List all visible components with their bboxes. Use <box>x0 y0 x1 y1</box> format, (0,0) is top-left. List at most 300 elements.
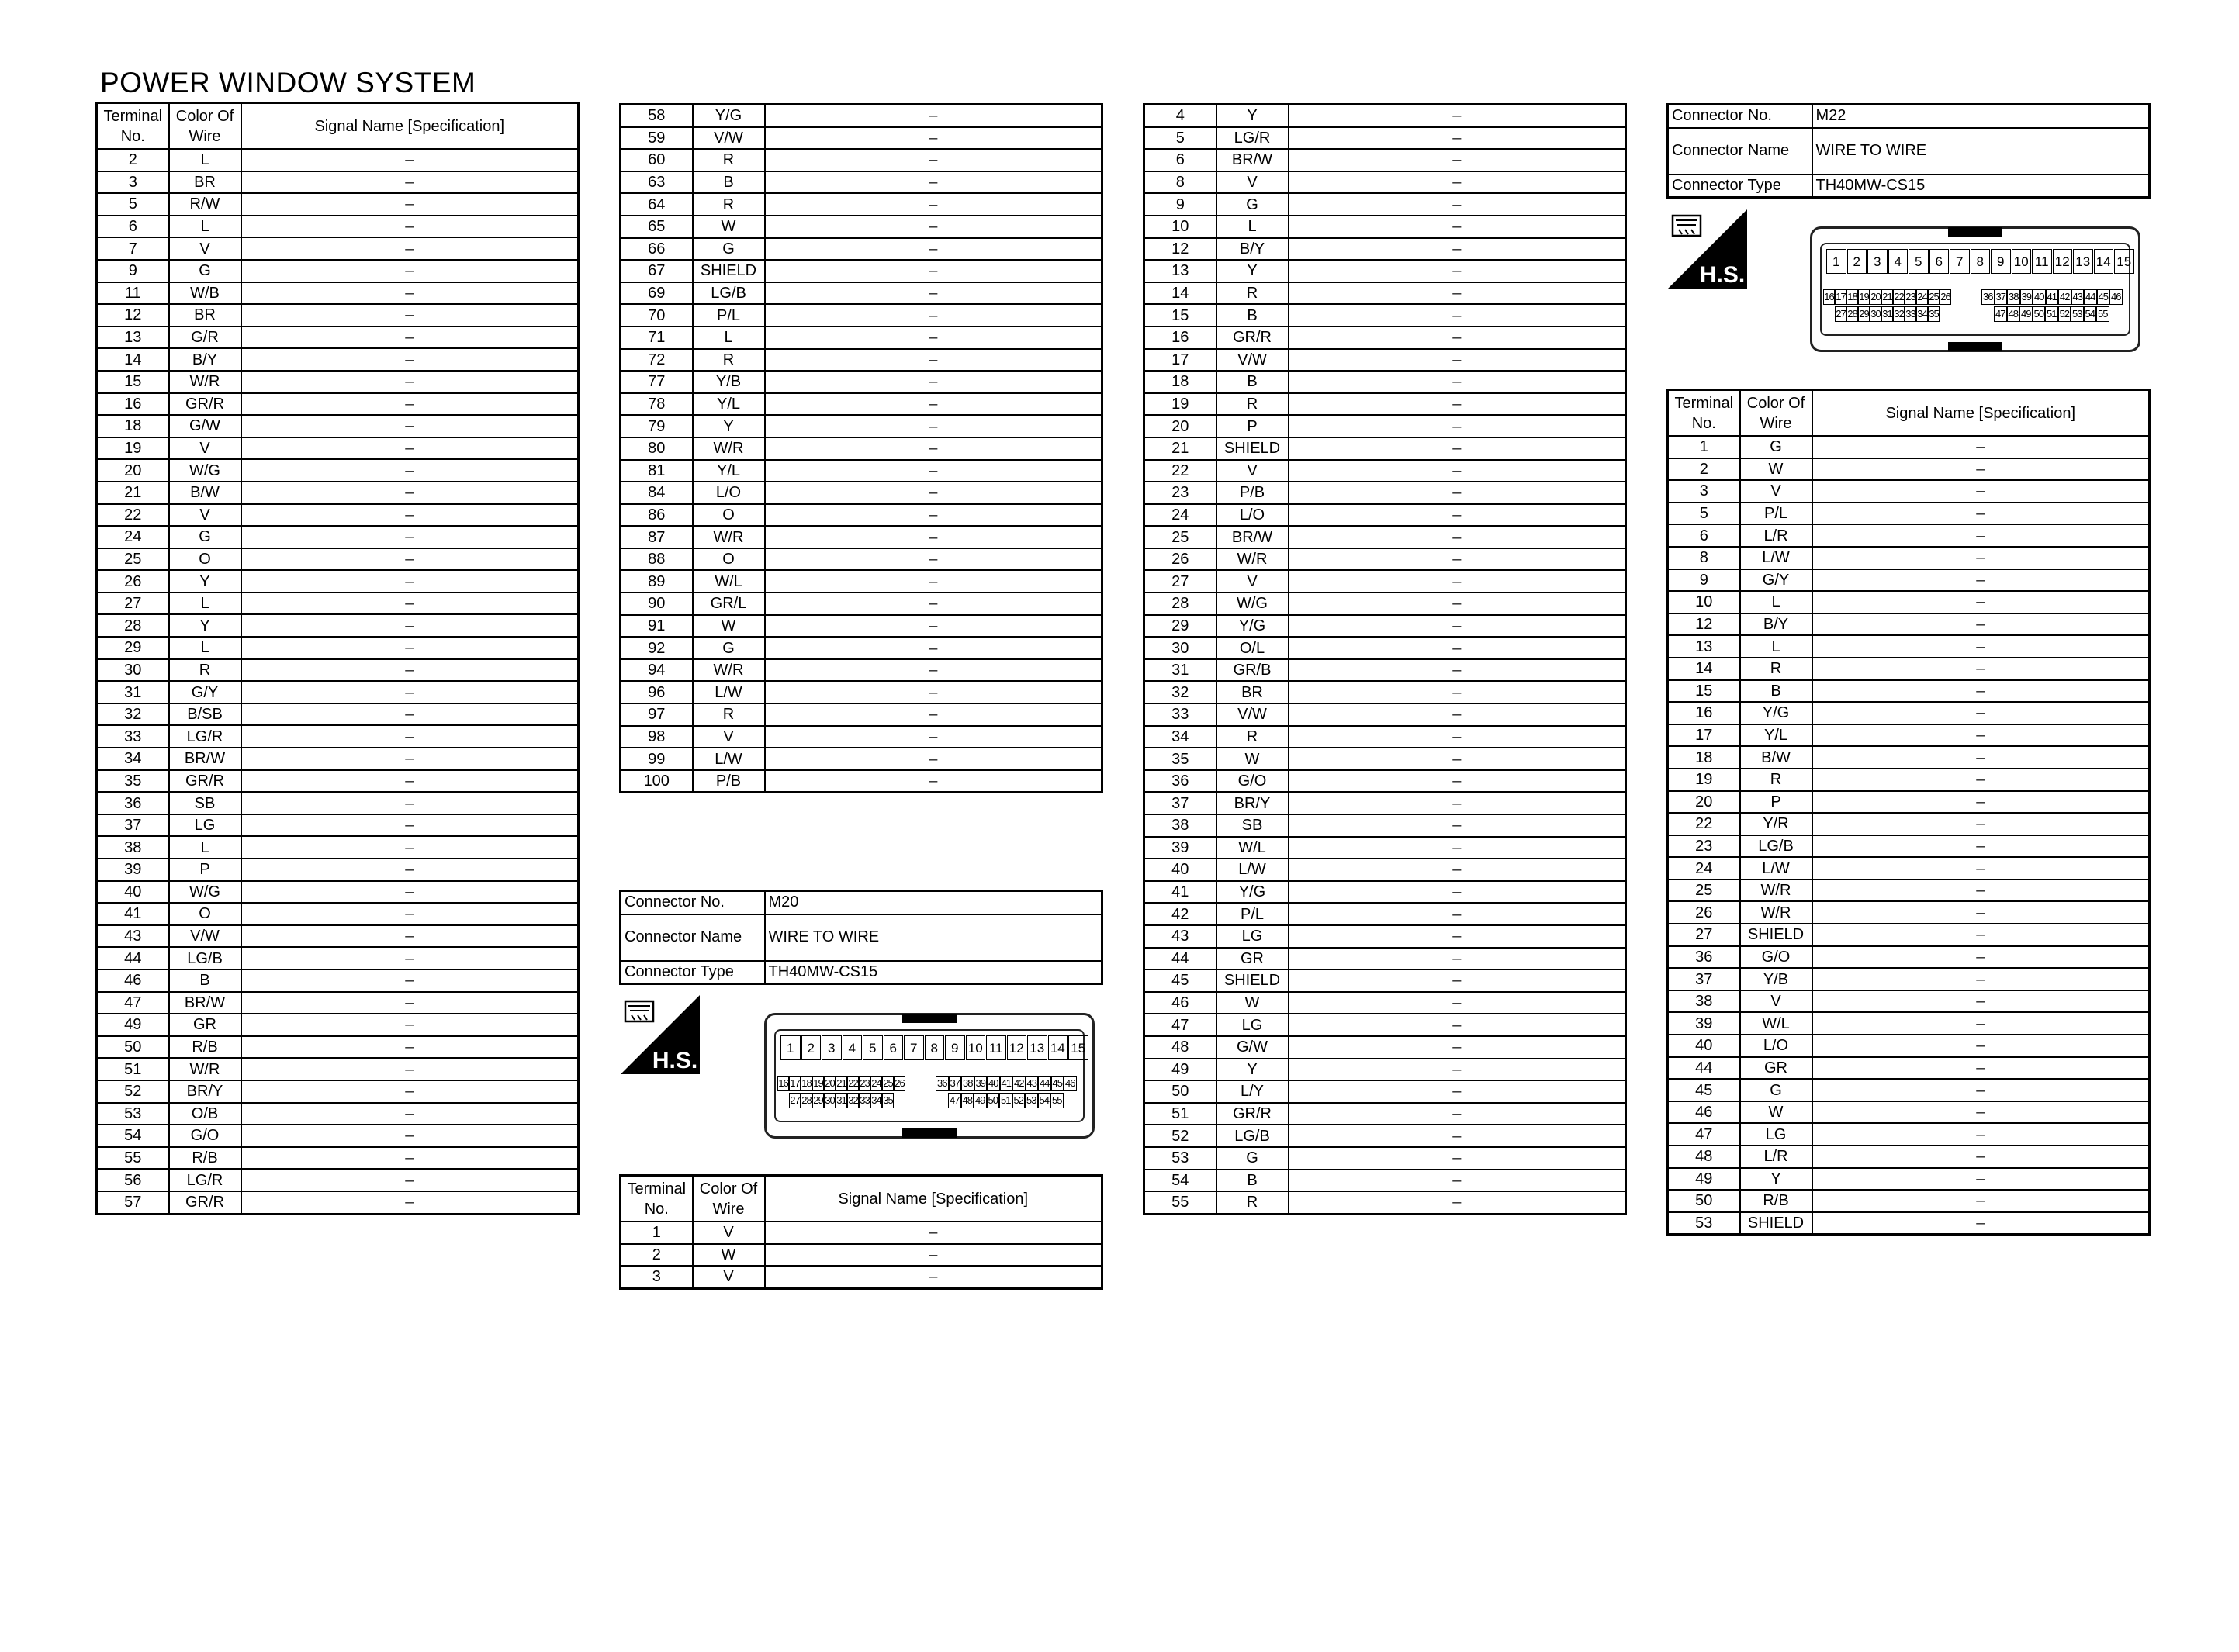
wire-color-cell: V <box>169 237 241 260</box>
table-row <box>621 703 1102 726</box>
terminal-no-cell: 50 <box>1668 1190 1740 1212</box>
connector-pin: 2 <box>801 1035 822 1060</box>
signal-name-cell: – <box>765 171 1102 194</box>
terminal-no-cell: 37 <box>1144 792 1216 814</box>
terminal-no-cell: 23 <box>1668 835 1740 858</box>
wire-color-cell: Y/G <box>693 105 765 127</box>
signal-name-cell: – <box>241 814 579 837</box>
terminal-no-cell: 16 <box>97 393 169 416</box>
signal-name-cell: – <box>765 482 1102 504</box>
connector-pin: 23 <box>859 1076 870 1091</box>
connector-pin: 31 <box>836 1093 847 1108</box>
table-row <box>1144 304 1626 327</box>
wire-color-cell: GR/R <box>1216 327 1289 349</box>
wire-color-cell: G/O <box>169 1125 241 1147</box>
connector-pin: 52 <box>1012 1093 1026 1108</box>
signal-name-cell: – <box>765 127 1102 150</box>
wire-color-cell: G <box>169 526 241 548</box>
connector-pin: 50 <box>2033 306 2046 322</box>
terminal-no-cell: 59 <box>621 127 693 150</box>
table-row <box>621 482 1102 504</box>
connector-pin: 42 <box>2058 289 2071 305</box>
signal-name-cell: – <box>1812 924 2150 946</box>
signal-name-cell: – <box>765 526 1102 548</box>
wire-color-cell: GR/L <box>693 593 765 615</box>
signal-name-cell: – <box>765 703 1102 726</box>
terminal-no-cell: 29 <box>1144 615 1216 638</box>
wire-color-cell: O <box>693 548 765 571</box>
terminal-no-cell: 5 <box>1144 127 1216 150</box>
table-row <box>1668 769 2150 791</box>
table-row <box>97 925 579 948</box>
wire-color-cell: LG <box>169 814 241 837</box>
wire-color-cell: Y <box>1216 105 1289 127</box>
wire-color-cell: L/O <box>1216 504 1289 527</box>
wire-color-cell: B/W <box>1740 746 1812 769</box>
terminal-no-cell: 25 <box>1668 880 1740 902</box>
table-row <box>97 992 579 1014</box>
connector-pin: 22 <box>847 1076 859 1091</box>
wire-color-cell: B/Y <box>1740 613 1812 636</box>
connector-pin: 13 <box>1027 1035 1047 1060</box>
wire-color-cell: B/SB <box>169 703 241 726</box>
hs-connector-icon <box>621 995 700 1074</box>
table-row <box>97 348 579 371</box>
signal-name-cell: – <box>1812 1212 2150 1235</box>
terminal-no-cell: 60 <box>621 149 693 171</box>
table-row <box>1144 1059 1626 1081</box>
connector-info-m20 <box>619 890 1103 985</box>
table-row <box>1144 1080 1626 1103</box>
table-row <box>1668 1101 2150 1124</box>
terminal-no-cell: 2 <box>1668 458 1740 481</box>
wire-color-cell: V <box>1216 570 1289 593</box>
connector-pin: 35 <box>882 1093 894 1108</box>
terminal-no-cell: 89 <box>621 570 693 593</box>
terminal-no-cell: 16 <box>1668 702 1740 724</box>
terminal-no-cell: 8 <box>1668 547 1740 569</box>
wire-color-cell: BR <box>169 304 241 327</box>
signal-name-cell: – <box>1289 437 1626 460</box>
terminal-no-cell: 52 <box>1144 1125 1216 1147</box>
connector-pin: 13 <box>2073 249 2093 274</box>
wire-color-cell: L/W <box>693 748 765 770</box>
signal-name-cell: – <box>765 548 1102 571</box>
signal-name-cell: – <box>1289 726 1626 748</box>
signal-name-cell: – <box>241 947 579 969</box>
table-row <box>97 1147 579 1170</box>
wire-color-cell: V/W <box>1216 349 1289 372</box>
signal-name-cell: – <box>765 238 1102 261</box>
terminal-no-cell: 31 <box>97 681 169 703</box>
connector-pin: 3 <box>822 1035 842 1060</box>
signal-name-cell: – <box>241 1125 579 1147</box>
wire-color-cell: V <box>693 726 765 748</box>
table-row <box>97 1036 579 1059</box>
connector-pin: 49 <box>2019 306 2033 322</box>
signal-name-cell: – <box>1289 238 1626 261</box>
table-row <box>97 859 579 881</box>
table-row <box>1144 149 1626 171</box>
wire-color-cell: R <box>1216 393 1289 416</box>
wire-color-cell: G/W <box>169 415 241 437</box>
table-row <box>1668 813 2150 835</box>
table-row <box>621 260 1102 282</box>
signal-name-cell: – <box>1289 969 1626 992</box>
terminal-no-cell: 77 <box>621 371 693 393</box>
table-row <box>1144 703 1626 726</box>
signal-name-cell: – <box>1289 1014 1626 1036</box>
terminal-no-cell: 98 <box>621 726 693 748</box>
connector-pin: 40 <box>2033 289 2046 305</box>
terminal-no-cell: 81 <box>621 460 693 482</box>
connector-pin: 55 <box>1050 1093 1064 1108</box>
connector-pin: 12 <box>1007 1035 1027 1060</box>
terminal-no-cell: 19 <box>1668 769 1740 791</box>
table-row <box>97 1080 579 1103</box>
table-row <box>1144 859 1626 881</box>
terminal-no-cell: 38 <box>1144 814 1216 837</box>
signal-name-cell: – <box>241 260 579 282</box>
wire-color-cell: O/L <box>1216 637 1289 659</box>
table-row <box>1144 992 1626 1014</box>
table-row <box>1144 105 1626 127</box>
terminal-no-cell: 34 <box>1144 726 1216 748</box>
terminal-no-cell: 3 <box>1668 480 1740 503</box>
connector-pin: 40 <box>987 1076 1000 1091</box>
table-row <box>621 1244 1102 1267</box>
table-row <box>1144 1036 1626 1059</box>
hs-label: H.S. <box>652 1048 698 1073</box>
signal-name-cell: – <box>1289 859 1626 881</box>
table-row <box>97 282 579 305</box>
table-row <box>1144 1103 1626 1125</box>
connector-pin: 28 <box>801 1093 812 1108</box>
wire-color-cell: Y/L <box>693 460 765 482</box>
wire-color-cell: W/R <box>169 371 241 393</box>
terminal-no-cell: 40 <box>1668 1035 1740 1057</box>
connector-pin: 30 <box>824 1093 836 1108</box>
table-row <box>621 770 1102 793</box>
connector-pin: 29 <box>1858 306 1870 322</box>
signal-name-cell: – <box>241 237 579 260</box>
connector-pin: 9 <box>1991 249 2011 274</box>
signal-name-cell: – <box>241 415 579 437</box>
wire-color-cell: W <box>693 216 765 238</box>
table-row <box>1668 1190 2150 1212</box>
wire-color-cell: L/W <box>1740 857 1812 880</box>
table-row <box>97 947 579 969</box>
wire-color-cell: B/Y <box>1216 238 1289 261</box>
terminal-table-col3 <box>1143 103 1627 1215</box>
signal-name-cell: – <box>1289 593 1626 615</box>
signal-name-cell: – <box>241 881 579 904</box>
signal-name-cell: – <box>765 615 1102 638</box>
wire-color-cell: L/R <box>1740 1146 1812 1168</box>
connector-pin: 51 <box>2045 306 2058 322</box>
wire-color-cell: GR/R <box>169 393 241 416</box>
connector-pin: 18 <box>801 1076 812 1091</box>
table-row <box>1668 1146 2150 1168</box>
terminal-no-cell: 12 <box>1668 613 1740 636</box>
signal-name-cell: – <box>241 171 579 194</box>
wire-color-cell: GR/B <box>1216 659 1289 682</box>
wire-color-cell: W/R <box>1216 548 1289 571</box>
table-row <box>1144 437 1626 460</box>
table-row <box>1144 1014 1626 1036</box>
terminal-no-cell: 45 <box>1668 1079 1740 1101</box>
connector-pin: 5 <box>1909 249 1929 274</box>
table-row <box>1668 1079 2150 1101</box>
wire-color-cell: V/W <box>169 925 241 948</box>
connector-pin: 46 <box>2109 289 2123 305</box>
signal-name-cell: – <box>241 1103 579 1125</box>
table-row <box>1668 480 2150 503</box>
table-row <box>97 237 579 260</box>
connector-pin: 41 <box>1000 1076 1013 1091</box>
signal-name-cell: – <box>765 415 1102 437</box>
signal-name-cell: – <box>1812 1079 2150 1101</box>
table-row <box>1668 436 2150 458</box>
table-row <box>1668 1057 2150 1080</box>
table-row <box>1144 260 1626 282</box>
wire-color-cell: B <box>1740 680 1812 703</box>
terminal-no-cell: 39 <box>97 859 169 881</box>
connector-pin: 55 <box>2096 306 2109 322</box>
header-signal: Signal Name [Specification] <box>765 1176 1102 1222</box>
table-row <box>1144 837 1626 859</box>
signal-name-cell: – <box>1289 1191 1626 1214</box>
signal-name-cell: – <box>1289 193 1626 216</box>
wire-color-cell: V <box>1216 171 1289 194</box>
table-row <box>97 393 579 416</box>
signal-name-cell: – <box>1289 925 1626 948</box>
terminal-no-cell: 14 <box>97 348 169 371</box>
header-color: Color Of Wire <box>693 1176 765 1222</box>
table-row <box>621 393 1102 416</box>
table-row <box>1668 1168 2150 1191</box>
wire-color-cell: W <box>1216 748 1289 770</box>
signal-name-cell: – <box>1812 1168 2150 1191</box>
terminal-no-cell: 49 <box>1668 1168 1740 1191</box>
terminal-no-cell: 35 <box>97 770 169 793</box>
terminal-no-cell: 45 <box>1144 969 1216 992</box>
connector-pin: 36 <box>936 1076 949 1091</box>
terminal-no-cell: 27 <box>1668 924 1740 946</box>
connector-pin: 34 <box>1916 306 1928 322</box>
table-row <box>97 969 579 992</box>
terminal-no-cell: 18 <box>97 415 169 437</box>
terminal-table-col1 <box>95 102 580 1215</box>
table-row <box>621 127 1102 150</box>
connector-pin: 50 <box>987 1093 1000 1108</box>
terminal-no-cell: 14 <box>1668 658 1740 680</box>
signal-name-cell: – <box>765 260 1102 282</box>
connector-pin: 33 <box>1905 306 1916 322</box>
signal-name-cell: – <box>241 770 579 793</box>
connector-pin: 30 <box>1870 306 1881 322</box>
table-row <box>97 770 579 793</box>
signal-name-cell: – <box>765 282 1102 305</box>
wire-color-cell: L/O <box>693 482 765 504</box>
terminal-no-cell: 26 <box>1144 548 1216 571</box>
connector-pin: 26 <box>1940 289 1951 305</box>
signal-name-cell: – <box>241 859 579 881</box>
signal-name-cell: – <box>1289 881 1626 904</box>
wire-color-cell: R/W <box>169 193 241 216</box>
table-row <box>97 1103 579 1125</box>
terminal-no-cell: 1 <box>621 1222 693 1244</box>
wire-color-cell: R <box>1740 769 1812 791</box>
table-row <box>1668 791 2150 814</box>
connector-pin: 32 <box>1893 306 1905 322</box>
table-row <box>621 415 1102 437</box>
terminal-no-cell: 25 <box>1144 526 1216 548</box>
terminal-no-cell: 53 <box>1668 1212 1740 1235</box>
terminal-no-cell: 47 <box>1144 1014 1216 1036</box>
terminal-no-cell: 36 <box>1668 946 1740 969</box>
terminal-no-cell: 2 <box>621 1244 693 1267</box>
table-row <box>97 371 579 393</box>
connector-pin: 3 <box>1867 249 1888 274</box>
connector-name-label: Connector Name <box>621 914 765 961</box>
connector-pin: 39 <box>2020 289 2033 305</box>
connector-pin: 12 <box>2053 249 2073 274</box>
signal-name-cell: – <box>241 1169 579 1191</box>
connector-pin: 7 <box>1950 249 1970 274</box>
signal-name-cell: – <box>765 748 1102 770</box>
terminal-no-cell: 32 <box>97 703 169 726</box>
signal-name-cell: – <box>1812 503 2150 525</box>
wire-color-cell: Y <box>1216 1059 1289 1081</box>
wire-color-cell: SHIELD <box>1740 1212 1812 1235</box>
wire-color-cell: O/B <box>169 1103 241 1125</box>
terminal-no-cell: 30 <box>97 659 169 682</box>
table-row <box>621 437 1102 460</box>
table-row <box>1668 680 2150 703</box>
table-row <box>1668 524 2150 547</box>
table-row <box>1144 415 1626 437</box>
wire-color-cell: O <box>169 903 241 925</box>
wire-color-cell: W/L <box>1740 1012 1812 1035</box>
signal-name-cell: – <box>1812 746 2150 769</box>
signal-name-cell: – <box>765 770 1102 793</box>
header-terminal: Terminal No. <box>621 1176 693 1222</box>
wire-color-cell: GR/R <box>169 770 241 793</box>
signal-name-cell: – <box>1289 703 1626 726</box>
terminal-no-cell: 90 <box>621 593 693 615</box>
signal-name-cell: – <box>765 1266 1102 1288</box>
table-row <box>621 748 1102 770</box>
wire-color-cell: LG/B <box>1740 835 1812 858</box>
wire-color-cell: BR/W <box>1216 526 1289 548</box>
terminal-no-cell: 37 <box>97 814 169 837</box>
terminal-no-cell: 66 <box>621 238 693 261</box>
signal-name-cell: – <box>241 482 579 504</box>
terminal-no-cell: 30 <box>1144 637 1216 659</box>
terminal-no-cell: 34 <box>97 748 169 770</box>
table-row <box>1668 746 2150 769</box>
wire-color-cell: Y/L <box>1740 724 1812 747</box>
terminal-no-cell: 39 <box>1668 1012 1740 1035</box>
connector-pin: 19 <box>812 1076 824 1091</box>
terminal-no-cell: 13 <box>1668 635 1740 658</box>
table-row <box>1144 216 1626 238</box>
table-row <box>621 149 1102 171</box>
wire-color-cell: GR <box>1740 1057 1812 1080</box>
signal-name-cell: – <box>241 593 579 615</box>
signal-name-cell: – <box>765 593 1102 615</box>
terminal-no-cell: 9 <box>97 260 169 282</box>
wire-color-cell: L <box>169 637 241 659</box>
connector-pin: 54 <box>1038 1093 1051 1108</box>
terminal-no-cell: 88 <box>621 548 693 571</box>
connector-pin: 43 <box>1026 1076 1039 1091</box>
terminal-no-cell: 41 <box>97 903 169 925</box>
terminal-no-cell: 20 <box>97 459 169 482</box>
wire-color-cell: BR/W <box>1216 149 1289 171</box>
wire-color-cell: G <box>1216 1147 1289 1170</box>
wire-color-cell: L/Y <box>1216 1080 1289 1103</box>
terminal-no-cell: 69 <box>621 282 693 305</box>
connector-pin: 17 <box>1835 289 1846 305</box>
terminal-no-cell: 5 <box>1668 503 1740 525</box>
wire-color-cell: G/O <box>1740 946 1812 969</box>
terminal-no-cell: 55 <box>97 1147 169 1170</box>
signal-name-cell: – <box>765 105 1102 127</box>
terminal-no-cell: 17 <box>1144 349 1216 372</box>
terminal-no-cell: 35 <box>1144 748 1216 770</box>
wire-color-cell: V <box>1740 990 1812 1013</box>
wire-color-cell: L <box>169 216 241 238</box>
table-row <box>97 216 579 238</box>
terminal-no-cell: 21 <box>1144 437 1216 460</box>
table-row <box>97 526 579 548</box>
table-row <box>621 327 1102 349</box>
terminal-no-cell: 26 <box>97 570 169 593</box>
table-row <box>621 216 1102 238</box>
connector-pin: 48 <box>2007 306 2020 322</box>
table-row <box>1668 658 2150 680</box>
connector-pin: 43 <box>2071 289 2085 305</box>
signal-name-cell: – <box>1289 1147 1626 1170</box>
connector-pin: 14 <box>2094 249 2114 274</box>
terminal-no-cell: 46 <box>1144 992 1216 1014</box>
signal-name-cell: – <box>1812 480 2150 503</box>
terminal-no-cell: 25 <box>97 548 169 571</box>
wire-color-cell: W/R <box>693 437 765 460</box>
table-row <box>621 726 1102 748</box>
signal-name-cell: – <box>1289 770 1626 793</box>
wire-color-cell: W/G <box>1216 593 1289 615</box>
connector-pin: 27 <box>789 1093 801 1108</box>
terminal-no-cell: 19 <box>97 437 169 460</box>
connector-pin: 38 <box>2007 289 2020 305</box>
signal-name-cell: – <box>1289 637 1626 659</box>
table-row <box>97 437 579 460</box>
terminal-no-cell: 67 <box>621 260 693 282</box>
table-row <box>621 371 1102 393</box>
table-row <box>97 548 579 571</box>
table-row <box>1668 635 2150 658</box>
wire-color-cell: B <box>169 969 241 992</box>
signal-name-cell: – <box>765 570 1102 593</box>
table-row <box>621 193 1102 216</box>
connector-pin: 24 <box>870 1076 882 1091</box>
terminal-no-cell: 1 <box>1668 436 1740 458</box>
table-row <box>1144 1170 1626 1192</box>
table-row <box>1668 724 2150 747</box>
